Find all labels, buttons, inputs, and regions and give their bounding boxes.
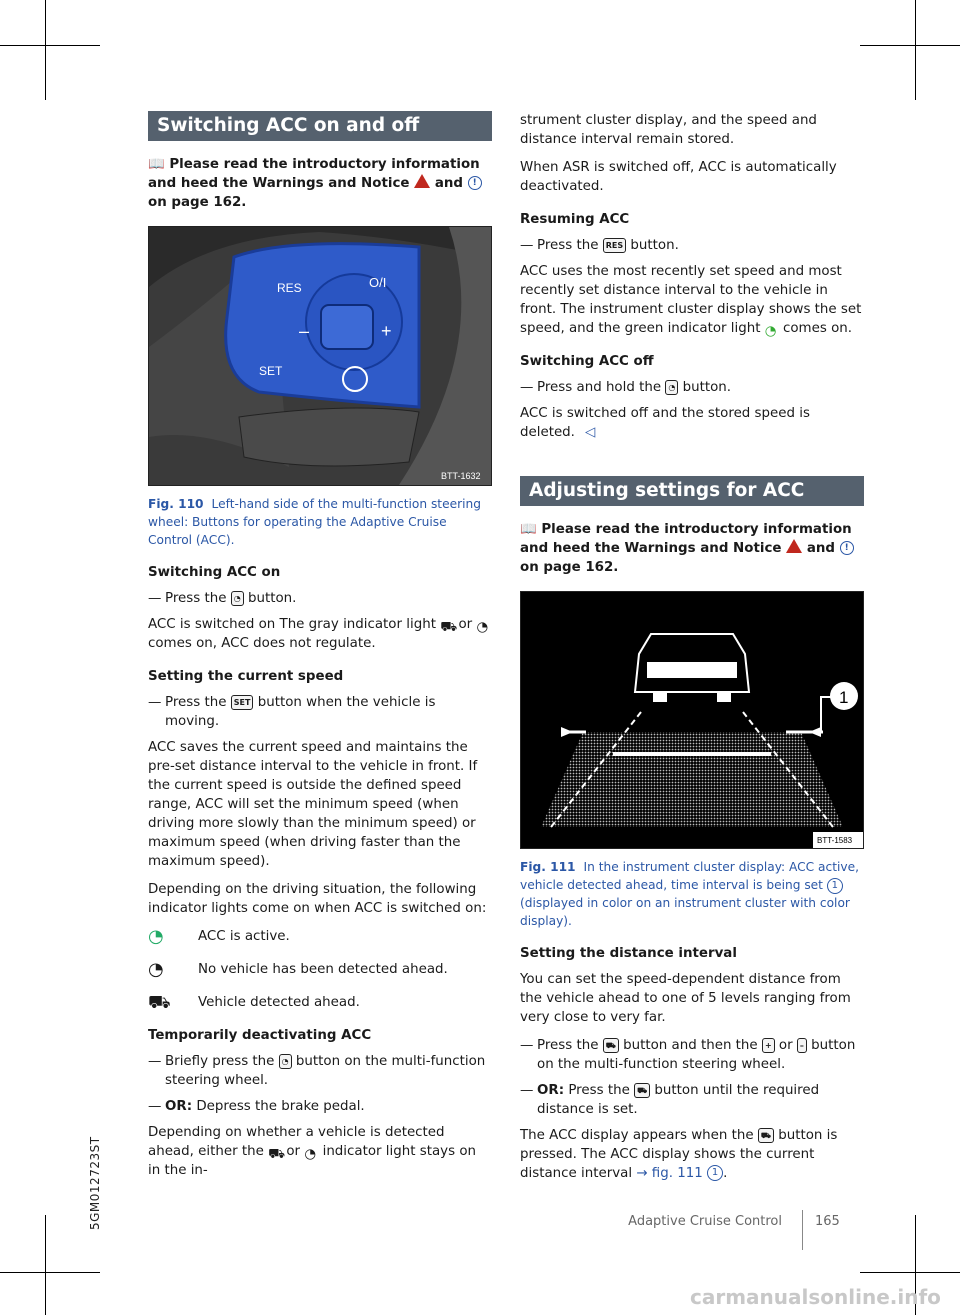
step-text: Press the	[568, 1083, 630, 1098]
step	[520, 236, 864, 255]
step-text: or	[778, 1038, 793, 1053]
green-indicator-icon: ◔	[764, 324, 777, 339]
step-text: button on the multi-function steering wheel.	[537, 1038, 856, 1072]
paragraph: Depending on the driving situation, the following indicator lights come on when ACC is switched on:	[148, 882, 487, 916]
figure-caption	[148, 495, 492, 549]
indicator-text: Vehicle detected ahead.	[198, 995, 360, 1010]
step-text: button.	[630, 238, 679, 253]
paragraph: When ASR is switched off, ACC is automatically deactivated.	[520, 160, 837, 194]
figure-111	[520, 591, 864, 849]
paragraph-text: indicator light stays on in the in-	[148, 1144, 476, 1178]
paragraph-text: ACC is switched off and the stored speed is deleted.	[520, 406, 810, 440]
warning-icon	[786, 539, 802, 553]
paragraph: You can set the speed-dependent distance from the vehicle ahead to one of 5 levels ranging from very close to very far.	[520, 972, 851, 1025]
footer-divider	[802, 1210, 803, 1250]
step	[520, 378, 864, 397]
caption-text: Left-hand side of the multi-function steering wheel: Buttons for operating the Adaptive Cruise Control (ACC).	[148, 497, 481, 547]
distance-button-icon: ⛟	[758, 1128, 774, 1143]
step-text: button when the vehicle is moving.	[165, 695, 436, 729]
step-text: button until the required distance is set.	[537, 1083, 820, 1117]
crop-mark	[0, 1272, 100, 1273]
figure-110	[148, 226, 492, 486]
heading-resuming: Resuming ACC	[520, 212, 630, 227]
speedo-indicator-icon: ◔	[476, 620, 489, 635]
indicator-row	[148, 960, 492, 979]
vehicle-detected-icon: ⛟	[148, 992, 171, 1013]
indicator-text: ACC is active.	[198, 929, 290, 944]
indicator-text: No vehicle has been detected ahead.	[198, 962, 448, 977]
oi-label: O/I	[369, 275, 387, 290]
side-code: 5GM012723ST	[88, 1136, 102, 1230]
left-column	[148, 111, 492, 1189]
callout-1-label: 1	[839, 688, 849, 707]
figure-link[interactable]: → fig. 111	[636, 1166, 703, 1181]
steering-wheel-illustration	[149, 227, 491, 485]
paragraph-text: comes on.	[783, 321, 853, 336]
set-label: SET	[259, 364, 283, 378]
acc-active-icon: ◔	[148, 926, 164, 947]
caption-number: Fig. 110	[148, 497, 204, 511]
crop-mark	[860, 45, 960, 46]
set-key-icon: SET	[231, 695, 254, 710]
step-text: button.	[682, 380, 732, 395]
minus-key-icon: –	[797, 1038, 807, 1053]
caption-text: In the instrument cluster display: ACC active, vehicle detected ahead, time interval is being set	[520, 860, 859, 892]
fig-code: BTT-1583	[817, 836, 853, 845]
res-label: RES	[277, 281, 302, 295]
step-text: Press and hold the	[537, 380, 662, 395]
no-vehicle-icon: ◔	[148, 959, 164, 980]
right-column	[520, 111, 864, 1192]
page-number: 165	[815, 1214, 840, 1229]
paragraph	[520, 262, 864, 338]
figure-caption	[520, 858, 864, 930]
step	[520, 1036, 864, 1074]
paragraph: strument cluster display, and the speed and distance interval remain stored.	[520, 113, 817, 147]
res-key-icon: RES	[603, 238, 626, 253]
plus-label: +	[381, 321, 392, 341]
minus-label: –	[299, 321, 310, 341]
watermark: carmanualsonline.info	[690, 1285, 941, 1309]
paragraph-text: or	[286, 1144, 301, 1159]
caption-number: Fig. 111	[520, 860, 576, 874]
heading-temporarily-deactivating: Temporarily deactivating ACC	[148, 1028, 372, 1043]
note-page: on page 162.	[520, 560, 619, 575]
step	[148, 693, 492, 731]
crop-mark	[45, 1215, 46, 1315]
callout-marker: 1	[827, 878, 843, 894]
fig-code: BTT-1632	[441, 471, 481, 481]
acc-display-illustration	[521, 592, 863, 848]
paragraph	[520, 404, 864, 442]
caption-text: (displayed in color on an instrument cluster with color display).	[520, 896, 850, 928]
warning-icon	[414, 174, 430, 188]
section-title: Switching ACC on and off	[148, 111, 492, 141]
acc-button-icon: ◔	[279, 1054, 292, 1069]
step-text: Press the	[165, 591, 227, 606]
vehicle-indicator-icon: ⛟	[440, 620, 458, 635]
notice-icon: !	[468, 176, 482, 190]
paragraph: The ACC display appears when the ⛟ button is pressed. The ACC display shows the current distance interval → fig. 111 1 .	[520, 1128, 838, 1181]
paragraph-text: ACC is switched on The gray indicator light	[148, 617, 436, 632]
section-title: Adjusting settings for ACC	[520, 476, 864, 506]
step	[520, 1081, 864, 1119]
paragraph	[148, 615, 492, 653]
paragraph	[148, 1123, 492, 1180]
indicator-row	[148, 993, 492, 1012]
footer-chapter: Adaptive Cruise Control	[628, 1214, 782, 1229]
footer	[600, 1210, 860, 1250]
or-label: OR:	[165, 1099, 193, 1114]
step-text: Briefly press the	[165, 1054, 275, 1069]
step-text: Depress the brake pedal.	[196, 1099, 365, 1114]
speedo-indicator-icon: ◔	[304, 1147, 317, 1162]
paragraph: ACC saves the current speed and maintains the pre-set distance interval to the vehicle in front. If the current speed is outside the defined speed range, ACC will set the minimum speed (when driving more slowly than the minimum speed) or maximum speed (when driving faster than the maximum speed).	[148, 740, 478, 869]
step-text: button.	[248, 591, 297, 606]
indicator-row	[148, 927, 492, 946]
step	[148, 589, 492, 608]
distance-button-icon: ⛟	[634, 1083, 650, 1098]
vehicle-indicator-icon: ⛟	[268, 1147, 285, 1162]
step-text: button and then the	[623, 1038, 758, 1053]
paragraph-text: comes on, ACC does not regulate.	[148, 636, 376, 651]
step-text: button on the multi-function steering wheel.	[165, 1054, 486, 1088]
section-end-icon: ◁	[584, 425, 596, 440]
note-and: and	[434, 176, 463, 191]
crop-mark	[0, 45, 100, 46]
notice-icon: !	[840, 541, 854, 555]
heading-switching-on: Switching ACC on	[148, 565, 281, 580]
step	[148, 1052, 492, 1090]
paragraph-text: button is pressed. The ACC display shows the current distance interval	[520, 1128, 838, 1181]
step-text: Press the	[165, 695, 227, 710]
paragraph-text: Depending on whether a vehicle is detected ahead, either the	[148, 1125, 445, 1159]
paragraph-text: or	[458, 617, 473, 632]
acc-button-icon: ◔	[665, 380, 678, 395]
or-label: OR:	[537, 1083, 565, 1098]
book-icon: 📖	[520, 522, 537, 537]
note-text: Please read the introductory information and heed the Warnings and Notice	[148, 157, 480, 191]
acc-button-icon: ◔	[231, 591, 244, 606]
note-page: on page 162.	[148, 195, 247, 210]
note-text: Please read the introductory information and heed the Warnings and Notice	[520, 522, 852, 556]
step	[148, 1097, 492, 1116]
callout-marker: 1	[707, 1165, 723, 1181]
note-and: and	[806, 541, 835, 556]
read-note	[520, 520, 864, 577]
step-text: Press the	[537, 238, 599, 253]
heading-setting-speed: Setting the current speed	[148, 669, 344, 684]
crop-mark	[860, 1272, 960, 1273]
read-note	[148, 155, 492, 212]
crop-mark	[915, 0, 916, 100]
heading-distance-interval: Setting the distance interval	[520, 946, 737, 961]
paragraph-text: ACC uses the most recently set speed and most recently set distance interval to the vehicle in front. The instrument cluster display shows the set speed, and the green indicator light	[520, 264, 862, 336]
distance-button-icon: ⛟	[603, 1038, 619, 1053]
crop-mark	[45, 0, 46, 100]
book-icon: 📖	[148, 157, 165, 172]
step-text: Press the	[537, 1038, 599, 1053]
heading-switching-off: Switching ACC off	[520, 354, 654, 369]
paragraph-text: The ACC display appears when the	[520, 1128, 754, 1143]
plus-key-icon: +	[762, 1038, 775, 1053]
